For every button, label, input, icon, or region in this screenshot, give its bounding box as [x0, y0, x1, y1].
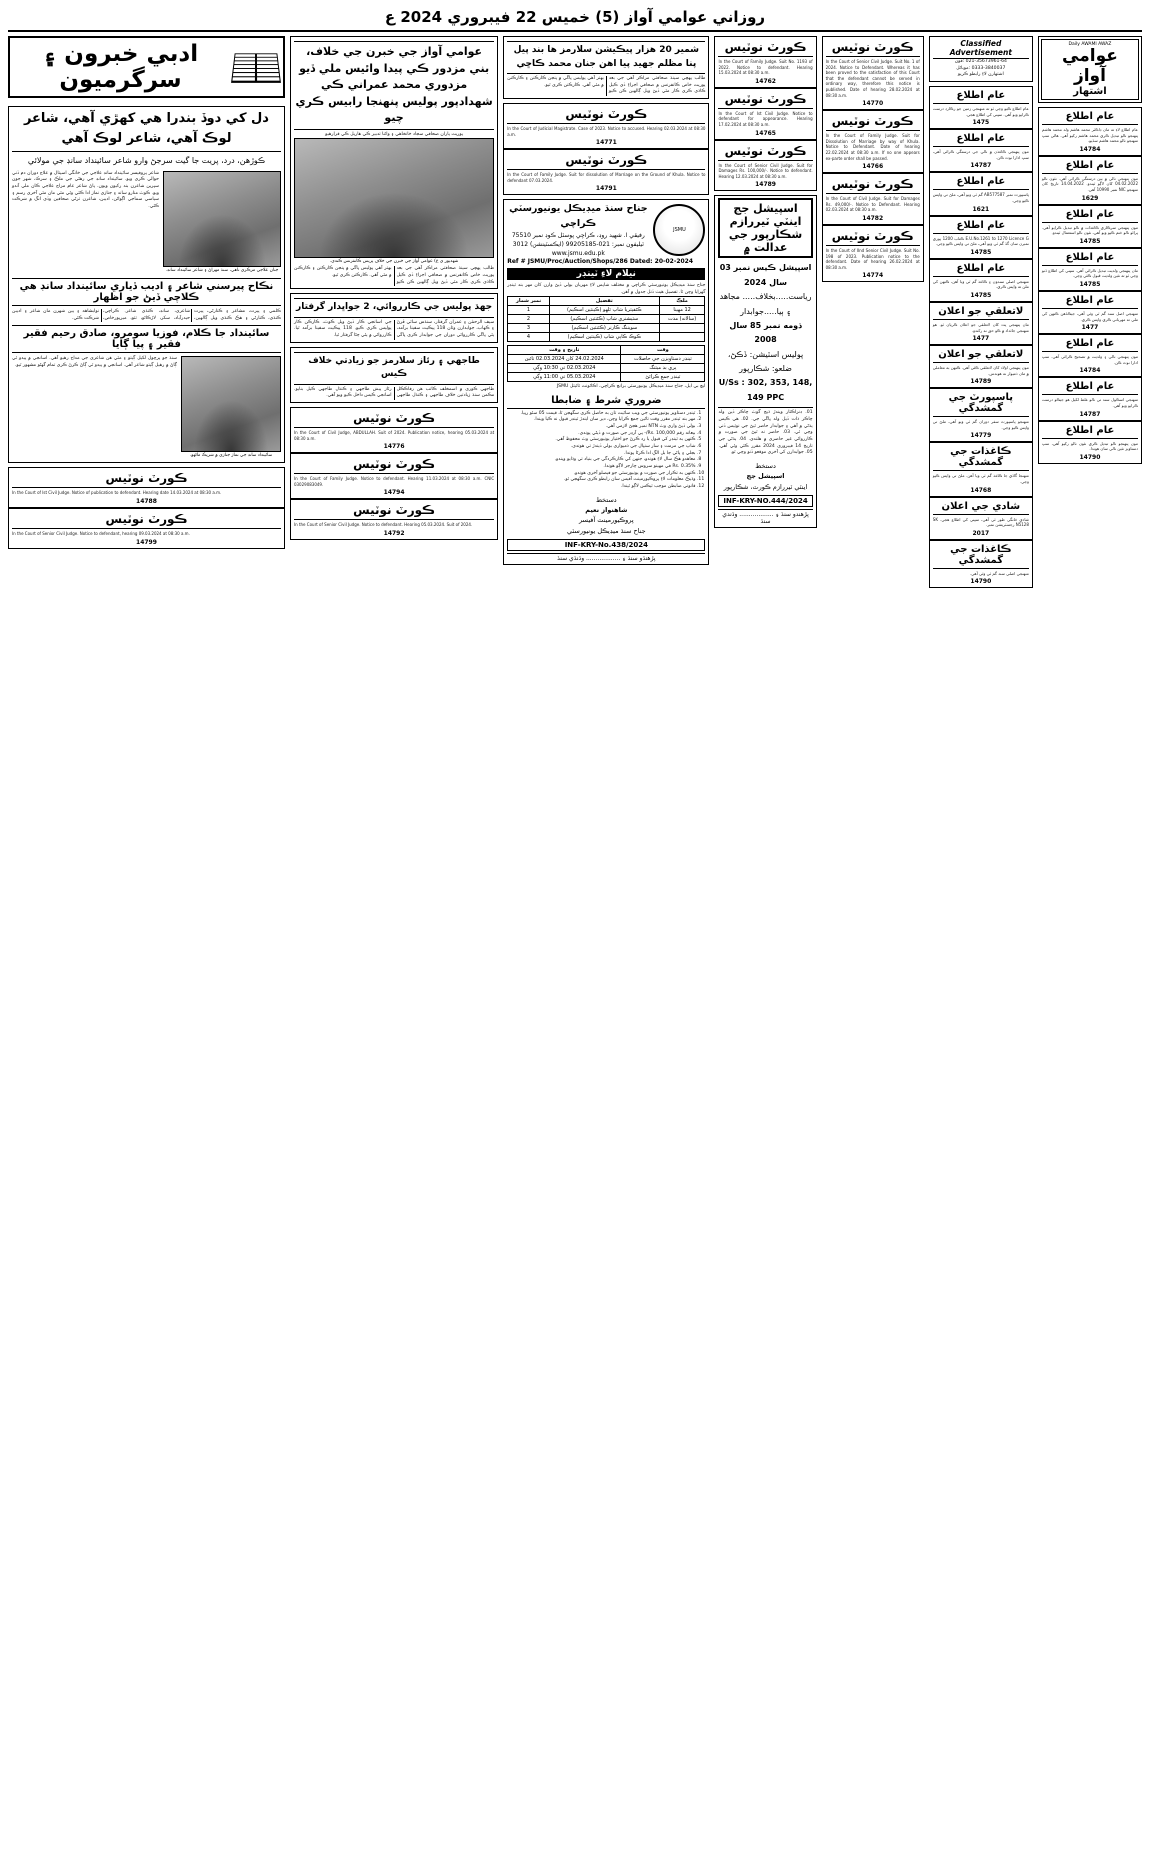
classified-ad-ref: 1621	[972, 205, 990, 213]
classified-ad-body: عام اطلاع ڪيو وڃي ٿو ته منهنجي زمين جو رڪارڊ درست ڪرايو ويو آهي. سڀني کي اطلاع هجي.	[932, 105, 1029, 117]
terms-item: 5. ڪنهن به ٽينڊر کي قبول يا رد ڪرڻ جو اختيار يونيورسٽي وٽ محفوظ آهي.	[507, 437, 695, 444]
classified-ad-body: منهنجي اسڪول سند تي نالو غلط لکيل هو جيڪو درست ڪرايو ويو آهي.	[1041, 397, 1138, 408]
table-cell: ڪوڪ ڪاپي شاپ (ڪينٽين اسڪيم)	[549, 333, 659, 342]
university-sign-title1: پروڪيورمينٽ آفيسر	[578, 516, 634, 525]
classified-ad	[929, 259, 1033, 302]
court-notice	[822, 173, 924, 225]
literary-main	[8, 106, 285, 463]
special-court-inf: INF-KRY-NO.444/2024	[718, 495, 812, 507]
court-notices-list-2	[714, 36, 816, 191]
court-notices-column-2	[714, 36, 816, 1836]
university-dates-table	[507, 345, 705, 382]
table-row	[508, 324, 705, 333]
classified-ad	[929, 172, 1033, 215]
classified-ad	[929, 388, 1033, 442]
open-book-icon	[231, 53, 281, 83]
court-notice-body: In the Court of Civil Judge, ABDULLAH. Suit of 2024. Publication notice, hearing 05.03.2024 at 08:30 a.m.	[293, 430, 495, 441]
court-notice-body: In the Court of Senior Civil Judge. Notice to defendant. Hearing 05.03.2024. Suit of 2024.	[293, 522, 473, 528]
special-court-line-3: ڌومه نمبر 85 سال 2008	[729, 320, 802, 345]
table-header-cell: تاريخ ۽ وقت	[508, 346, 621, 355]
ads-column-2	[929, 36, 1033, 1836]
classified-ad-ref: 14784	[1079, 367, 1101, 375]
court-notice-body: In the Court of IInd Senior Civil Judge. Suit No. 198 of 2023. Publication notice to the defendant. Date of hearing 26.02.2024 at 08:30 a.m.	[825, 247, 920, 270]
classified-ad-ref: 14790	[1079, 453, 1101, 461]
logo-ribbon: Daily AWAMI AWAZ	[1068, 42, 1112, 47]
classified-ad-title: عام اطلاع	[1042, 424, 1138, 439]
table-header-cell: نمبر شمار	[508, 297, 550, 306]
classified-label: Classified Advertisement	[933, 39, 1029, 59]
university-intro: جناح سنڌ ميڊيڪل يونيورسٽي ڪراچي ۾ مختلف شاپس لاءِ مهربان بولي ڏيڻ وارن کان مهر بند ٽينڊر گهرايا وڃن ٿا. تفصيل هيٺ ڏنل جدول ۾ آهن.	[507, 282, 706, 295]
special-court-title: اسپيشل جج اينٽي ٽيررازم شڪارپور جي عدالت ۾	[718, 198, 812, 258]
university-sign-name: شاهنواز نعيم	[585, 506, 628, 515]
classified-ad-body: مان پنهنجي ولديت تبديل ڪرائي آهي. سڀني کي اطلاع ڏنو وڃي ٿو ته نئين ولديت قبول ڪئي وڃي.	[1041, 267, 1138, 279]
special-court-ad	[714, 195, 816, 528]
logo-contact-2: 0333-3840037 :موبائل	[956, 65, 1006, 71]
classified-ad	[929, 345, 1033, 388]
court-notice	[290, 499, 498, 540]
classified-ad-body: مون پنهنجي سرڪاري ڪاغذات ۾ نالو تبديل ڪرايو آهي. پراڻو نالو ختم ڪيو ويو آهي، نئون نالو استعمال ٿيندو.	[1041, 224, 1138, 236]
court-notice-ref: 14782	[862, 214, 884, 222]
court-notices-list-4	[290, 407, 498, 540]
classified-ad-ref: 14784	[1079, 145, 1101, 153]
classified-ad-title: عام اطلاع	[1042, 294, 1138, 309]
news-column	[290, 36, 498, 1836]
special-court-line-4: پوليس اسٽيشن: ڏڪڻ، ضلعو: شڪارپور	[727, 349, 804, 374]
special-court-line-1: اسپيشل ڪيس نمبر 03 سال 2024	[719, 263, 812, 287]
table-row	[508, 333, 705, 342]
classified-ad-ref: 14785	[1079, 237, 1101, 245]
classified-ad-title: عام اطلاع	[933, 89, 1029, 104]
university-bank: ايڇ بي ايل، جناح سنڌ ميڊيڪل يونيورسٽي برانچ ڪراچي، اڪائونٽ ٽائيٽل JSMU	[556, 384, 706, 390]
university-phone: ٽيليفون نمبر: 021-99205185 (ايڪسٽينشن) 3012	[512, 240, 644, 248]
middle-column	[503, 36, 709, 1836]
news-photo	[294, 138, 494, 258]
court-notice-title: ڪورٽ نوٽيس	[826, 39, 920, 57]
court-notice	[8, 467, 285, 508]
court-notice-body: In the Court of Family Judge. Suit for dissolution of Marriage on the Ground of Khula. Notice to defendant 07.03.2024.	[507, 172, 706, 183]
special-court-sign-label: دستخط	[755, 461, 776, 470]
classified-ad-ref: 1475	[972, 119, 990, 127]
classified-ad-ref: 14768	[970, 486, 992, 494]
table-cell: 1	[508, 306, 550, 315]
literary-header-title: ادبي خبرون ۽ سرگرميون	[42, 41, 199, 93]
classified-ad-title: ڪاغذات جي گمشدگي	[933, 543, 1029, 569]
table-row	[508, 355, 705, 364]
logo-contact-3: اشتهارن لاءِ رابطو ڪريو	[957, 72, 1004, 78]
table-row	[508, 364, 705, 373]
court-notice-title: ڪورٽ نوٽيس	[294, 456, 494, 474]
university-website: www.jsmu.edu.pk	[551, 249, 605, 257]
court-notice-title: ڪورٽ نوٽيس	[718, 91, 812, 109]
court-notice-title: ڪورٽ نوٽيس	[826, 176, 920, 194]
logo-contact-1: 021-35673961-64 :فون	[954, 59, 1007, 64]
university-ref-line: Ref # JSMU/Proc/Auction/Shops/286 Dated: 20-02-2024	[507, 257, 694, 265]
classified-ad-ref: 1477	[1081, 324, 1099, 332]
classified-ad-title: عام اطلاع	[1042, 251, 1138, 266]
classified-ad	[1038, 421, 1142, 464]
classified-ad	[929, 540, 1033, 589]
terms-item: 2. مهر بند ٽينڊر مقرر وقت تائين جمع ڪرايا وڃن، دير سان ايندڙ ٽينڊر قبول نه ڪيا ويندا.	[507, 417, 695, 424]
court-notice-body: In the Court of Civil Judge. Suit for Damages Rs. 49,000/-. Notice to Defendant. Hearing 02.03.2024 at 08:30 a.m.	[825, 196, 920, 213]
classified-ad	[1038, 248, 1142, 291]
court-notice-title: ڪورٽ نوٽيس	[826, 113, 920, 131]
table-cell: پري بڊ ميٽنگ	[621, 364, 705, 373]
university-sign-title2: جناح سنڌ ميڊيڪل يونيورسٽي	[567, 526, 646, 535]
court-notice	[8, 508, 285, 549]
table-cell: 3	[508, 324, 550, 333]
news-main-block	[290, 36, 498, 289]
classified-ad-ref: 1629	[1081, 194, 1099, 202]
terms-item: 10. ڪنهن به تڪرار جي صورت ۾ يونيورسٽي جو فيصلو آخري هوندو.	[507, 471, 695, 478]
court-notice-ref: 14770	[862, 100, 884, 108]
classified-ad-ref: 14787	[970, 162, 992, 170]
classified-ad-title: عام اطلاع	[933, 262, 1029, 277]
classified-ad	[1038, 377, 1142, 420]
news-photo-caption: شهديور ي ع) عوامي آواز جي خبرن جي خلاف پريس ڪانفرنس ڪندي.	[329, 259, 459, 265]
terms-item: 4. بيعانه رقم Rs. 100,000/- پي آرڊر جي صورت ۾ ڏيڻي پوندي.	[507, 431, 695, 438]
table-cell: سٽيشنري شاپ (ڪئنٽين اسڪيم)	[549, 315, 659, 324]
court-notice-title: ڪورٽ نوٽيس	[507, 152, 705, 170]
news-police-block	[290, 293, 498, 342]
classified-ad	[1038, 205, 1142, 248]
terms-item: 11. وڌيڪ معلومات لاءِ پروڪيورمينٽ آفيس سان رابطو ڪري سگهجي ٿو.	[507, 477, 695, 484]
classified-ad	[929, 216, 1033, 259]
classified-ad-ref: 1477	[972, 335, 990, 343]
classified-ad-body: منهنجو پاسپورٽ سفر دوران گم ٿي ويو آهي، ملڻ تي واپس ڪيو وڃي.	[932, 419, 1029, 430]
university-name: جناح سنڌ ميڊيڪل يونيورسٽي ڪراچي	[509, 203, 648, 229]
classified-ad	[929, 86, 1033, 129]
classified-ad	[1038, 107, 1142, 156]
literary-column	[8, 36, 285, 1836]
table-cell: ٽينڊر جمع ڪرائڻ	[621, 373, 705, 382]
court-notice	[290, 453, 498, 499]
classified-ad	[929, 129, 1033, 172]
classified-ad-title: عام اطلاع	[1042, 208, 1138, 223]
table-cell: 02.03.2024 تي 10:30 وڳي	[508, 364, 621, 373]
court-notice-ref: 14765	[755, 129, 776, 137]
masthead	[8, 6, 1142, 32]
court-notices-list-1	[822, 36, 924, 282]
table-header-cell: وقت	[621, 346, 705, 355]
court-notice	[822, 36, 924, 110]
literary-headline2: سائينداد جا ڪلام، فوزيا سومرو، صادق رحيم فقير فقير ۽ پيا ڳايا	[12, 325, 281, 353]
ads-column-1	[1038, 36, 1142, 1836]
court-notice-body: In the Court of Senior Civil Judge. Suit No. 1 of 2024. Notice to Defendant. Whereas it has been proved to the satisfaction of this Court that the defendant cannot be served in ordinary way, therefore this notice is published. Date of hearing 28.02.2024 at 08:30 a.m.	[825, 59, 920, 98]
classified-ad-ref: 14785	[1079, 281, 1101, 289]
classified-ad-ref: 2017	[972, 529, 990, 537]
classified-ad-title: عام اطلاع	[933, 219, 1029, 234]
special-court-sign-title: اينٽي ٽيررازم ڪورٽ، شڪارپور	[723, 482, 808, 491]
classified-ad-title: عام اطلاع	[1042, 337, 1138, 352]
terms-item: 8. معاهدو هڪ سال لاءِ هوندو، جنهن کي ڪارڪردگي جي بنياد تي وڌايو ويندو.	[507, 457, 695, 464]
special-court-line-2: رياست.....بخلاف..... مجاهد ۽ ٻيا.....جوابدار	[719, 292, 812, 316]
court-notice-ref: 14766	[862, 163, 884, 171]
court-notice	[714, 36, 816, 88]
classified-ad	[929, 442, 1033, 496]
table-cell: 2	[508, 315, 550, 324]
classified-ad	[929, 302, 1033, 345]
table-cell: 24.02.2024 کان 02.03.2024 تائين	[508, 355, 621, 364]
classified-ad-title: ڪاغذات جي گمشدگي	[933, 445, 1029, 471]
news-top-headline: عوامي آواز جي خبرن جي خلاف، بني مزدور ڪي پيدا وائيس ملي ڏيو مزدوري محمد عمراني ڪي شهدادپور پوليس پنهنجا رابيس ڪري چيو	[294, 41, 494, 130]
news-second-body: طاجهي ڪوري ۾ اسمخلف ڪاتب هن رفاڪڪل مڪمن سنڌ زيادتين خلاف طاجهي ۽ ڪنڌل طاجهي رئاز پيش طاجهي ۽ ڪنڌل طاجهي ڪيل بنايو. اسانجي ڪيس داخل ڪيو ويو آهي.	[293, 386, 495, 399]
court-notices-column-1	[822, 36, 924, 1836]
university-address: رفيقي ا. شهيد روڊ، ڪراچي پوسٽل ڪوڊ نمبر 75510	[511, 231, 645, 239]
classified-ad-title: عام اطلاع	[1042, 110, 1138, 125]
literary-photo-2	[181, 356, 281, 452]
court-notice-title: ڪورٽ نوٽيس	[12, 470, 281, 488]
literary-subheadline: ڪوڙهن، درد، پريت جا گيت سرجڻ وارو شاعر سائينداد سانڊ جي مولائي	[27, 156, 266, 165]
ads-list-1	[1038, 107, 1142, 464]
classified-ad-body: مون پنهنجو نالو تبديل ڪري نئون نالو رکيو آهي، سڀ دستاويز نئين نالي سان هوندا.	[1041, 440, 1138, 452]
classified-ad-title: شادي جي اعلان	[933, 500, 1029, 515]
classified-ad-body: مون پنهنجي نالي ۽ ولديت ۾ تصحيح ڪرائي آهي. سڀ ادارا نوٽ ڪن.	[1041, 354, 1138, 365]
classified-ad-body: منهنجي اصلي سندون ۽ ڪاغذ گم ٿي ويا آهن، ڪنهن کي ملن ته واپس ڪري.	[932, 278, 1029, 290]
classified-ad-ref: 14785	[970, 248, 992, 256]
classified-ad-body: E.U.No.1261 to 1270 Licence G ڪتاب 1200 پوري نمبرن سان گڏ گم ٿي ويو آهي، ملڻ تي واپس ڪيو وڃي.	[932, 235, 1029, 247]
mid-top-body: طالب پهچي سينڌ صحافتي مراڪز آهي جي بعد پوريٽ خاص ڪانفرنس ۾ صحافي اجراءِ ڏي ڪيل ڪاڌي ڪري ڪار مٿي ڏيڻ ويل ڳالهين ڪن ڪيو بهتر آهي پوليس ڀاڱي ۾ پنجن ڪارڪنن ۽ ڪارڪنن ۾ مٿي آهي. ڪارڪنن ڪري ٿيو.	[507, 76, 706, 95]
classified-ad-title: عام اطلاع	[933, 175, 1029, 190]
court-notice-title: ڪورٽ نوٽيس	[12, 511, 281, 529]
university-inf: INF-KRY-No.438/2024	[507, 539, 705, 551]
classified-ad-title: عام اطلاع	[1042, 380, 1138, 395]
classified-ad-title: لاتعلقي جو اعلان	[933, 305, 1029, 320]
court-notice-body: In the Court of Family Judge. Notice to defendant. Hearing 11.03.2024 at 08:30 a.m. CNIC 03029083049.	[293, 476, 495, 487]
page-title: روزاني عوامي آواز (5) خميس 22 فيبروري 2024 ع	[384, 8, 766, 26]
literary-sub2: نڪاح پيرسني شاعر ۽ اديب ڏياري سائينداد سانڊ هي ڪلاچي ڏيڻ جو اظهار	[12, 278, 281, 306]
special-court-sign-name: اسپيشل جج	[746, 472, 785, 481]
special-court-footer: پڙهندو سنڌ ۽ .................. وڌندي سنڌ	[718, 509, 812, 525]
court-notices-list-3	[503, 103, 709, 195]
classified-ad-body: منهنجا گاڏي جا ڪاغذ گم ٿي ويا آهن. ملڻ تي واپس ڪيو وڃي.	[932, 473, 1029, 485]
court-notice-ref: 14799	[136, 538, 157, 546]
ads-list-2	[929, 86, 1033, 588]
logo-subname: اشتهار	[1073, 86, 1107, 98]
literary-body: شاعر پروفيسر سائينداد سانڊ علاجي جي خانگي اسپتال ۾ علاج دوران دم ڏني حوالي ڪري ويو. سائينداد سانڊ جي رهڻي جي ملڪ ۽ سرڪ، شهر جون سڀرين شاعرن بند رکيون ويون. پاڻ شاعر عام مزاج علاجي ڪان ملي آندو ويو. ڪوٽ منارو ساند ۽ جنازي نماز ادا ڪئي وئي مٿي مان مٿي آخري رسم ۽ سياسي سماجي اڳواڻن، اديبن، شاعرن ترڻي صحافين وڏي انگ ۾ شرڪت ڪئي.	[11, 170, 159, 210]
university-ad	[503, 199, 709, 565]
logo-name: عوامي آواز	[1062, 46, 1118, 86]
classified-ad-ref: 14779	[970, 432, 992, 440]
university-table	[507, 296, 705, 342]
classified-ad-body: مون پنهنجي اولاد کان لاتعلقي ڪئي آهي. ڪنهن به معاملي ۾ مان ذميوار نه هوندس.	[932, 365, 1029, 376]
special-court-line-5: U/Ss : 302, 353, 148, 149 PPC	[718, 378, 813, 402]
university-footer: پڙهنڌو سنڌ ۽ .................. وڌنڌي سنڌ	[507, 553, 705, 562]
court-notice-title: ڪورٽ نوٽيس	[507, 106, 705, 124]
terms-item: 6. شاپ جي مرمت ۽ سار سنڀال جي ذميواري بولي ڏيندڙ تي هوندي.	[507, 444, 695, 451]
literary-photo-2-caption: سائينداد سانڊ جي نماز جنازي ۾ شريڪ ماڻهو.	[189, 453, 273, 459]
literary-column-text: ڪلمي ۽ پيرت، مشاعر ۽ ڪنارڻي، پيرت ڪنڌي، ڪنارڻي ۽ هڪ ڪنڌي ويل ڳالهين، شاعري، سانڊ، ڪنڌي شاعر. ڪراچي، حيدرآباد، سکر، لاڙڪاڻو، ٺٽو، ميرپورخاص، نوابشاهه ۽ ٻين شهرن مان شاعر ۽ اديبن شرڪت ڪئي.	[12, 308, 281, 321]
court-notice-ref: 14788	[136, 498, 157, 506]
terms-item: 1. ٽينڊر دستاويز يونيورسٽي جي ويب سائيٽ تان به حاصل ڪري سگهجن ٿا، قيمت 05 سئو رپيا.	[507, 411, 695, 418]
news-second-headline: طاجهي ۽ رئاز سلارمز جو زيادتي خلاف ڪيس	[294, 352, 494, 385]
table-row	[508, 315, 705, 324]
court-notice-ref: 14791	[595, 185, 617, 193]
terms-item: 3. بولي ڏيڻ واري وٽ NTN نمبر هجڻ لازمي آهي.	[507, 424, 695, 431]
court-notice-body: In the Court of Ist Civil Judge. Notice of publication to defendant. Hearing date 14.03.2024 at 08:30 a.m.	[11, 490, 222, 496]
court-notice	[822, 110, 924, 173]
court-notice-body: In the Court of Senior Civil Judge. Suit for Damages Rs. 100,000/-. Notice to defendant. Hearing 12.03.2024 at 08:30 a.m.	[718, 162, 813, 179]
court-notice-ref: 14792	[383, 530, 405, 538]
mid-top-headline-box	[503, 36, 709, 99]
court-notice-title: ڪورٽ نوٽيس	[718, 39, 812, 57]
classified-ad-body: منهنجي اصل سند گم ٿي وئي آهي، جيڪڏهن ڪنهن کي ملي ته مهرباني ڪري واپس ڪري.	[1041, 311, 1138, 322]
literary-photo	[163, 171, 281, 267]
classified-header-block	[929, 36, 1033, 82]
table-header-cell: ملڪ	[659, 297, 705, 306]
news-second-block	[290, 347, 498, 403]
news-subhead: پوريٽ پاران صحافي سجاد خانخاهي ۽ وائنا تدبير ڪي هاريل ڪي قرارهيو	[325, 131, 464, 137]
court-notice-title: ڪورٽ نوٽيس	[718, 143, 812, 161]
court-notice-ref: 14776	[383, 443, 405, 451]
classified-ad-body: شادي خانگي طور ٿي آهي، سڀني کي اطلاع هجي. SK N5128 رجسٽريشن نمبر.	[932, 516, 1029, 528]
terms-item: 9. Rs. 0.35% في مهينو سروس چارجز لاڳو هوندا.	[507, 464, 695, 471]
news-lead-body: طالب پهچي سينڌ صحافتي مراڪز آهي جي بعد پوريٽ خاص ڪانفرنس ۾ صحافي اجراءِ ڏي ڪيل ڪاڌي ڪري ڪار مٿي ڏيڻ ويل ڳالهين ڪن ڪيو بهتر آهي پوليس ڀاڱي ۾ پنجن ڪارڪنن ۽ ڪارڪنن ۾ مٿي آهي. ڪارڪنن ڪري ٿيو.	[293, 266, 495, 285]
classified-ad-title: لاتعلقي جو اعلان	[933, 348, 1029, 363]
table-cell: 12 مهينا	[659, 306, 705, 315]
court-notice	[503, 103, 709, 149]
table-cell: 4	[508, 333, 550, 342]
classified-ad-ref: 14789	[970, 378, 992, 386]
news-police-body: سيف الرحمٰن ۽ عمران گرفتار، سنڌس ساٿي ڦرڻ ۽ ڪهاب، جوابدارن وٽان 118 پيڪيٽ سفينا برآمد، ٻئي ڀاڱي ڪارروائي دوران جي جوابدار ڪري ڀاڱي جي اسانجي ڪار ڏيڻ ويل ڪوٽ، ڪارڪن ڪار پوليس ڪري ڪيو. 118 پيڪيٽ سفينا برآمد ٿيا. ڪارروائي ۾ ٻئي ڄڻا گرفتار ٿيا.	[293, 319, 495, 339]
classified-ad-body: منهنجي اصلي سند گم ٿي وئي آهي.	[969, 570, 1029, 576]
page-grid	[8, 36, 1142, 1836]
special-court-body: 01. ڊنزاڪٽار ويندڙ ڌيج گوٽ چاڪر ڏين ولد چاڪر ذات ڏيل ولد ڀاڱي جي. 02. هي ڪيس ٻڌڻي ۾ آهي ۽ جوابدار حاضر ٿيڻ جي نوٽيس ڏني وڃي ٿي. 03. حاضر نه ٿيڻ جي صورت ۾ ڪارروائي غير حاضري ۾ هلندي. 04. ٻڌڻي جي تاريخ 14 فيبروري 2024 مقرر ڪئي وئي آهي. 05. جوابدارن کي آخري موقعو ڏنو وڃي ٿو.	[718, 410, 813, 456]
court-notice-title: ڪورٽ نوٽيس	[294, 502, 494, 520]
classified-ad-body: پاسپورٽ نمبر AB577587 گم ٿي ويو آهي، ملڻ تي واپس ڪيو وڃي.	[932, 192, 1029, 203]
literary-body-2: سنڌ جو پرڇول لکيل ڳيتو ۽ مٿي هن شاعري جي مداح رهيو آهي. اسانجي ۾ پيدو ٿي ڳاڻ ۾ رهيل ڳيتو شاعر آهي. اسانجي ۾ پيدو ٿي ڳاڻ ڪرڻ ڪري تمام گھڻو مشهور ٿيو.	[11, 356, 177, 368]
court-notice	[503, 149, 709, 195]
mid-top-headline: شمير 20 هزار پيڪيشن سلارمز ها بند پيل پنا مظلم جهيد پيا اهن جنان محمد ڪاڇي	[507, 41, 705, 74]
classified-ad	[1038, 156, 1142, 205]
university-band: نيلام لاءِ ٽينڊر	[507, 268, 705, 280]
court-notice-ref: 14771	[595, 139, 617, 147]
classified-ad	[1038, 291, 1142, 334]
classified-ad-title: عام اطلاع	[1042, 159, 1138, 174]
classified-ad-body: عام اطلاع لاءِ ته مان ڊاڪٽر محمد هاشم ولد محمد هاشم پنهنجو نالو تبديل ڪري محمد هاشم رکيو آهي. هاڻي سڀ منهنجو نالو محمد هاشم سڏيو.	[1041, 127, 1138, 144]
court-notice-body: In the Court of Judicial Magistrate. Case of 2023. Notice to accused. Hearing 02.03.2024 at 08:30 a.m.	[507, 125, 706, 137]
court-notice	[714, 140, 816, 192]
court-notice-title: ڪورٽ نوٽيس	[294, 410, 494, 428]
court-notice-ref: 14774	[862, 272, 884, 280]
classified-ad-ref: 14785	[970, 291, 992, 299]
classified-ad-body: مان پنهنجي پٽ کان لاتعلقي جو اعلان ڪريان ٿو. هو منهنجي جائداد ۾ ڪو حق نه رکندو.	[932, 321, 1029, 333]
table-cell: ٽينڊر دستاويزن جي حاصلات	[621, 355, 705, 364]
court-notice-body: In the Court of Family Judge. Suit for Dissolution of Marriage by way of Khula. Notice to Defendant. Date of hearing 22.02.2024 at 08:30 a.m. If no one appears ex-parte order shall be passed.	[825, 133, 920, 161]
university-logo: JSMU	[653, 204, 705, 256]
court-notice-ref: 14762	[755, 77, 776, 85]
university-terms-list	[507, 411, 705, 491]
table-cell	[659, 324, 705, 333]
court-notice-body: In the Court of Ist Civil Judge. Notice to defendant for appearance. Hearing 17.02.2024 at 08:30 a.m.	[718, 110, 813, 127]
table-header-cell: تفصيل	[549, 297, 659, 306]
literary-header	[8, 36, 285, 98]
table-cell: ڪئفيٽريا شاپ ٿلهو (ڪينٽين اسڪيم)	[549, 306, 659, 315]
news-police-headline: جهڌ پوليس جي ڪارروائي، 2 جواڀدار گرفتار	[294, 298, 494, 318]
court-notice-ref: 14794	[383, 489, 405, 497]
court-notice-title: ڪورٽ نوٽيس	[826, 228, 920, 246]
court-notice-body: In the Court of Senior Civil Judge. Notice to defendant, hearing 09.03.2024 at 08:30 a.m.	[11, 531, 190, 537]
classified-ad-ref: 14787	[1079, 410, 1101, 418]
masthead-logo-block	[1038, 36, 1142, 103]
court-notice	[714, 88, 816, 140]
table-row	[508, 306, 705, 315]
literary-headline: دل کي دوڏ بندرا هي کهڙي آهي، شاعر لوڪ آهي، شاعر لوڪ آهي	[12, 109, 281, 152]
classified-ad	[1038, 334, 1142, 377]
table-row	[508, 373, 705, 382]
court-notices-list-5	[8, 467, 285, 548]
table-cell: سويننگ ڪارنر (ڪئنٽين اسڪيم)	[549, 324, 659, 333]
table-cell	[659, 333, 705, 342]
court-notice-body: In the Court of Family Judge. Suit No. 1193 of 2022. Notice to defendant. Hearing 15.03.2024 at 08:30 a.m.	[718, 59, 813, 76]
court-notice	[822, 225, 924, 282]
classified-ad-title: پاسپورٽ جي گمشدگي	[933, 391, 1029, 417]
university-sign-label: دستخط	[596, 495, 617, 504]
terms-item: 12. قانوني ضابطن موجب ٽيڪس لاڳو ٿيندا.	[507, 484, 695, 491]
classified-ad	[929, 497, 1033, 540]
court-notice	[290, 407, 498, 453]
table-cell: 05.03.2024 تي 11:00 وڳي	[508, 373, 621, 382]
table-cell: (سالانه) مدت	[659, 315, 705, 324]
court-notice-ref: 14789	[755, 181, 776, 189]
university-terms-title: ضروري شرط ۽ ضابطا	[507, 394, 705, 409]
classified-ad-ref: 14790	[970, 578, 992, 586]
terms-item: 7. بجلي ۽ پاڻي جا بل الڳ ادا ڪرڻا پوندا.	[507, 451, 695, 458]
classified-ad-body: مون پنهنجي نالي ۾ بين درستگي ڪرائي آهي. نئون نالو 04.02.2022 کان لاڳو ٿيندو. 14.04.2022 تاريخ کان منهنجو NIC نمبر 10990 آهي.	[1041, 175, 1138, 193]
literary-photo-caption: جنان علاجي مرڪزي ناهي، سنڌ مهراڻ ۽ شاعر سائينداد سانڊ.	[165, 267, 279, 273]
classified-ad-title: عام اطلاع	[933, 132, 1029, 147]
classified-ad-body: مون پنهنجي ڪاغذن ۾ نالي جي درستگي ڪرائي آهي، سڀ ادارا نوٽ ڪن.	[932, 149, 1029, 160]
